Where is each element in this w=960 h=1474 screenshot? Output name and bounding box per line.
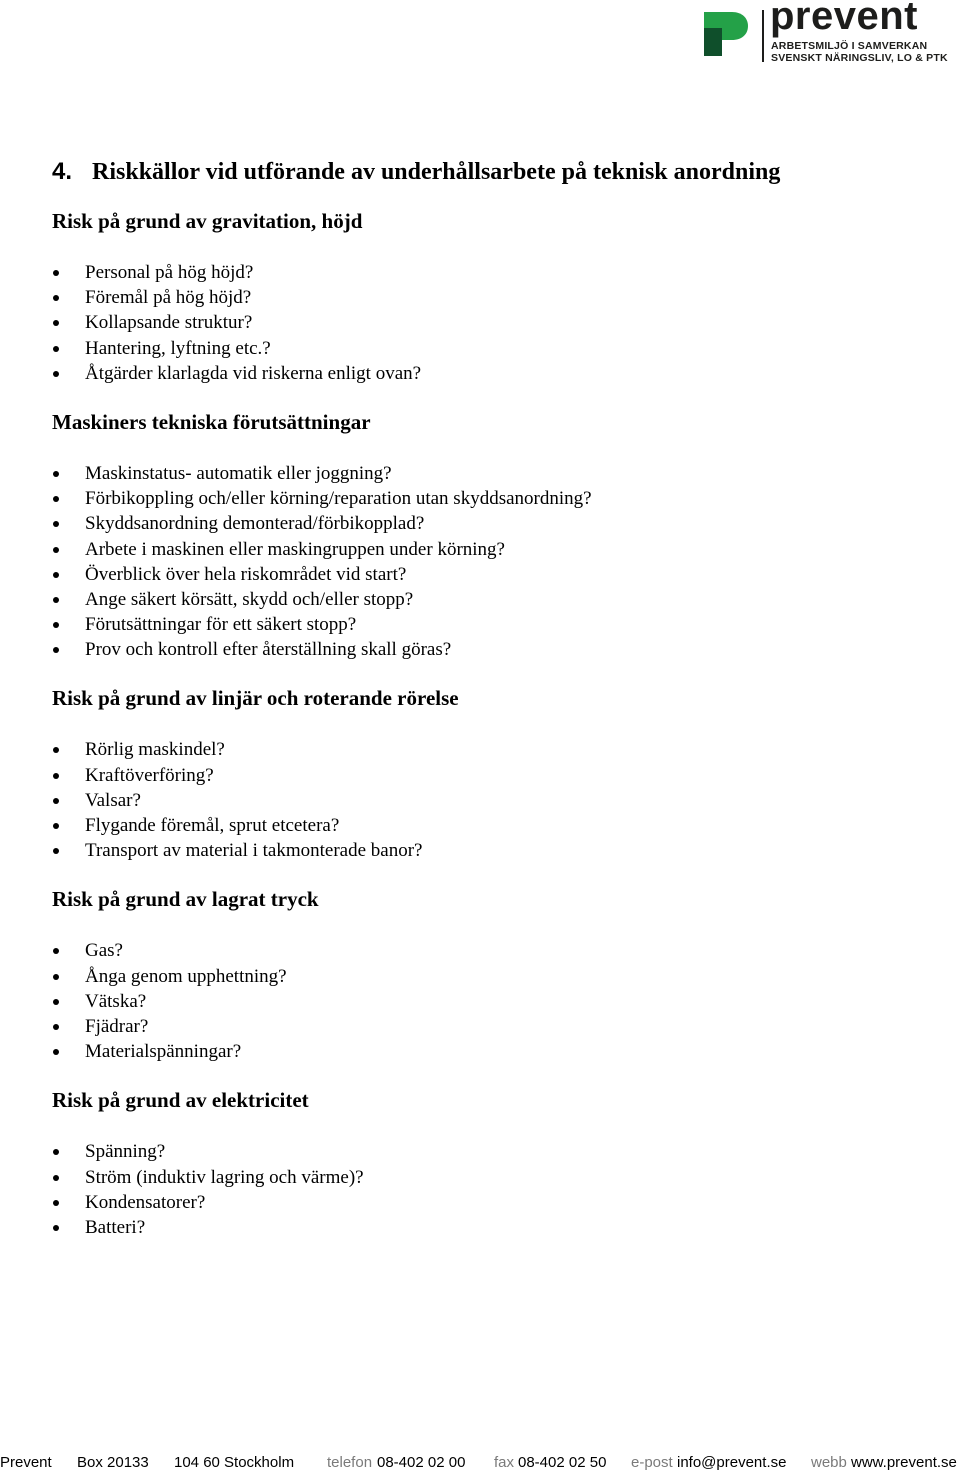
list-item: Spänning?: [52, 1139, 932, 1164]
section-heading: Risk på grund av lagrat tryck: [52, 887, 319, 912]
prevent-logo-mark-icon: [704, 8, 748, 56]
list-item: Materialspänningar?: [52, 1039, 932, 1064]
logo-tagline-1: ARBETSMILJÖ I SAMVERKAN: [771, 40, 928, 52]
list-item: Vätska?: [52, 989, 932, 1014]
list-item: Ånga genom upphettning?: [52, 964, 932, 989]
list-item: Hantering, lyftning etc.?: [52, 336, 932, 361]
list-item: Ström (induktiv lagring och värme)?: [52, 1165, 932, 1190]
list-item: Fjädrar?: [52, 1014, 932, 1039]
section: [52, 684, 932, 863]
bullet-list: [52, 737, 932, 863]
footer-fax: 08-402 02 50: [518, 1454, 607, 1471]
list-item: Arbete i maskinen eller maskingruppen under körning?: [52, 537, 932, 562]
chapter-title: [52, 155, 932, 189]
logo-tagline-2: SVENSKT NÄRINGSLIV, LO & PTK: [771, 52, 948, 64]
section-heading: Risk på grund av elektricitet: [52, 1088, 309, 1113]
chapter-title-text: Riskkällor vid utförande av underhållsarbete på teknisk anordning: [92, 159, 781, 185]
section: [52, 207, 932, 386]
list-item: Gas?: [52, 938, 932, 963]
logo-wordmark: prevent: [770, 0, 918, 38]
section: [52, 408, 932, 663]
footer-web-label: webb: [811, 1454, 847, 1471]
list-item: Prov och kontroll efter återställning skall göras?: [52, 637, 932, 662]
footer-box: Box 20133: [77, 1454, 149, 1471]
logo-divider: [762, 10, 764, 62]
document-body: [52, 155, 932, 1240]
list-item: Skyddsanordning demonterad/förbikopplad?: [52, 511, 932, 536]
list-item: Maskinstatus- automatik eller joggning?: [52, 461, 932, 486]
footer-phone-label: telefon: [327, 1454, 373, 1471]
list-item: Förbikoppling och/eller körning/reparation utan skyddsanordning?: [52, 486, 932, 511]
list-item: Förutsättningar för ett säkert stopp?: [52, 612, 932, 637]
footer-web-link[interactable]: www.prevent.se: [851, 1454, 957, 1471]
prevent-logo: [704, 0, 956, 66]
list-item: Kondensatorer?: [52, 1190, 932, 1215]
section-list: [52, 207, 932, 1240]
list-item: Valsar?: [52, 788, 932, 813]
list-item: Ange säkert körsätt, skydd och/eller stopp?: [52, 587, 932, 612]
section: [52, 1086, 932, 1240]
bullet-list: [52, 260, 932, 386]
bullet-list: [52, 938, 932, 1064]
list-item: Kraftöverföring?: [52, 763, 932, 788]
section-heading: Risk på grund av gravitation, höjd: [52, 209, 363, 233]
footer-phone: 08-402 02 00: [377, 1454, 466, 1471]
bullet-list: [52, 1139, 932, 1240]
footer-email-label: e-post: [631, 1454, 673, 1471]
bullet-list: [52, 461, 932, 663]
section-heading: Risk på grund av linjär och roterande rörelse: [52, 686, 459, 711]
list-item: Åtgärder klarlagda vid riskerna enligt ovan?: [52, 361, 932, 386]
footer-email-link[interactable]: info@prevent.se: [677, 1454, 787, 1471]
list-item: Överblick över hela riskområdet vid start?: [52, 562, 932, 587]
list-item: Föremål på hög höjd?: [52, 285, 932, 310]
footer-postal: 104 60 Stockholm: [174, 1454, 295, 1471]
list-item: Rörlig maskindel?: [52, 737, 932, 762]
footer-fax-label: fax: [494, 1454, 515, 1471]
list-item: Personal på hög höjd?: [52, 260, 932, 285]
section-heading: Maskiners tekniska förutsättningar: [52, 409, 371, 434]
list-item: Transport av material i takmonterade banor?: [52, 838, 932, 863]
list-item: Kollapsande struktur?: [52, 310, 932, 335]
list-item: Flygande föremål, sprut etcetera?: [52, 813, 932, 838]
footer-org: Prevent: [0, 1454, 52, 1471]
list-item: Batteri?: [52, 1215, 932, 1240]
page-footer: [0, 1452, 960, 1474]
section: [52, 885, 932, 1064]
chapter-number: 4.: [52, 158, 73, 185]
